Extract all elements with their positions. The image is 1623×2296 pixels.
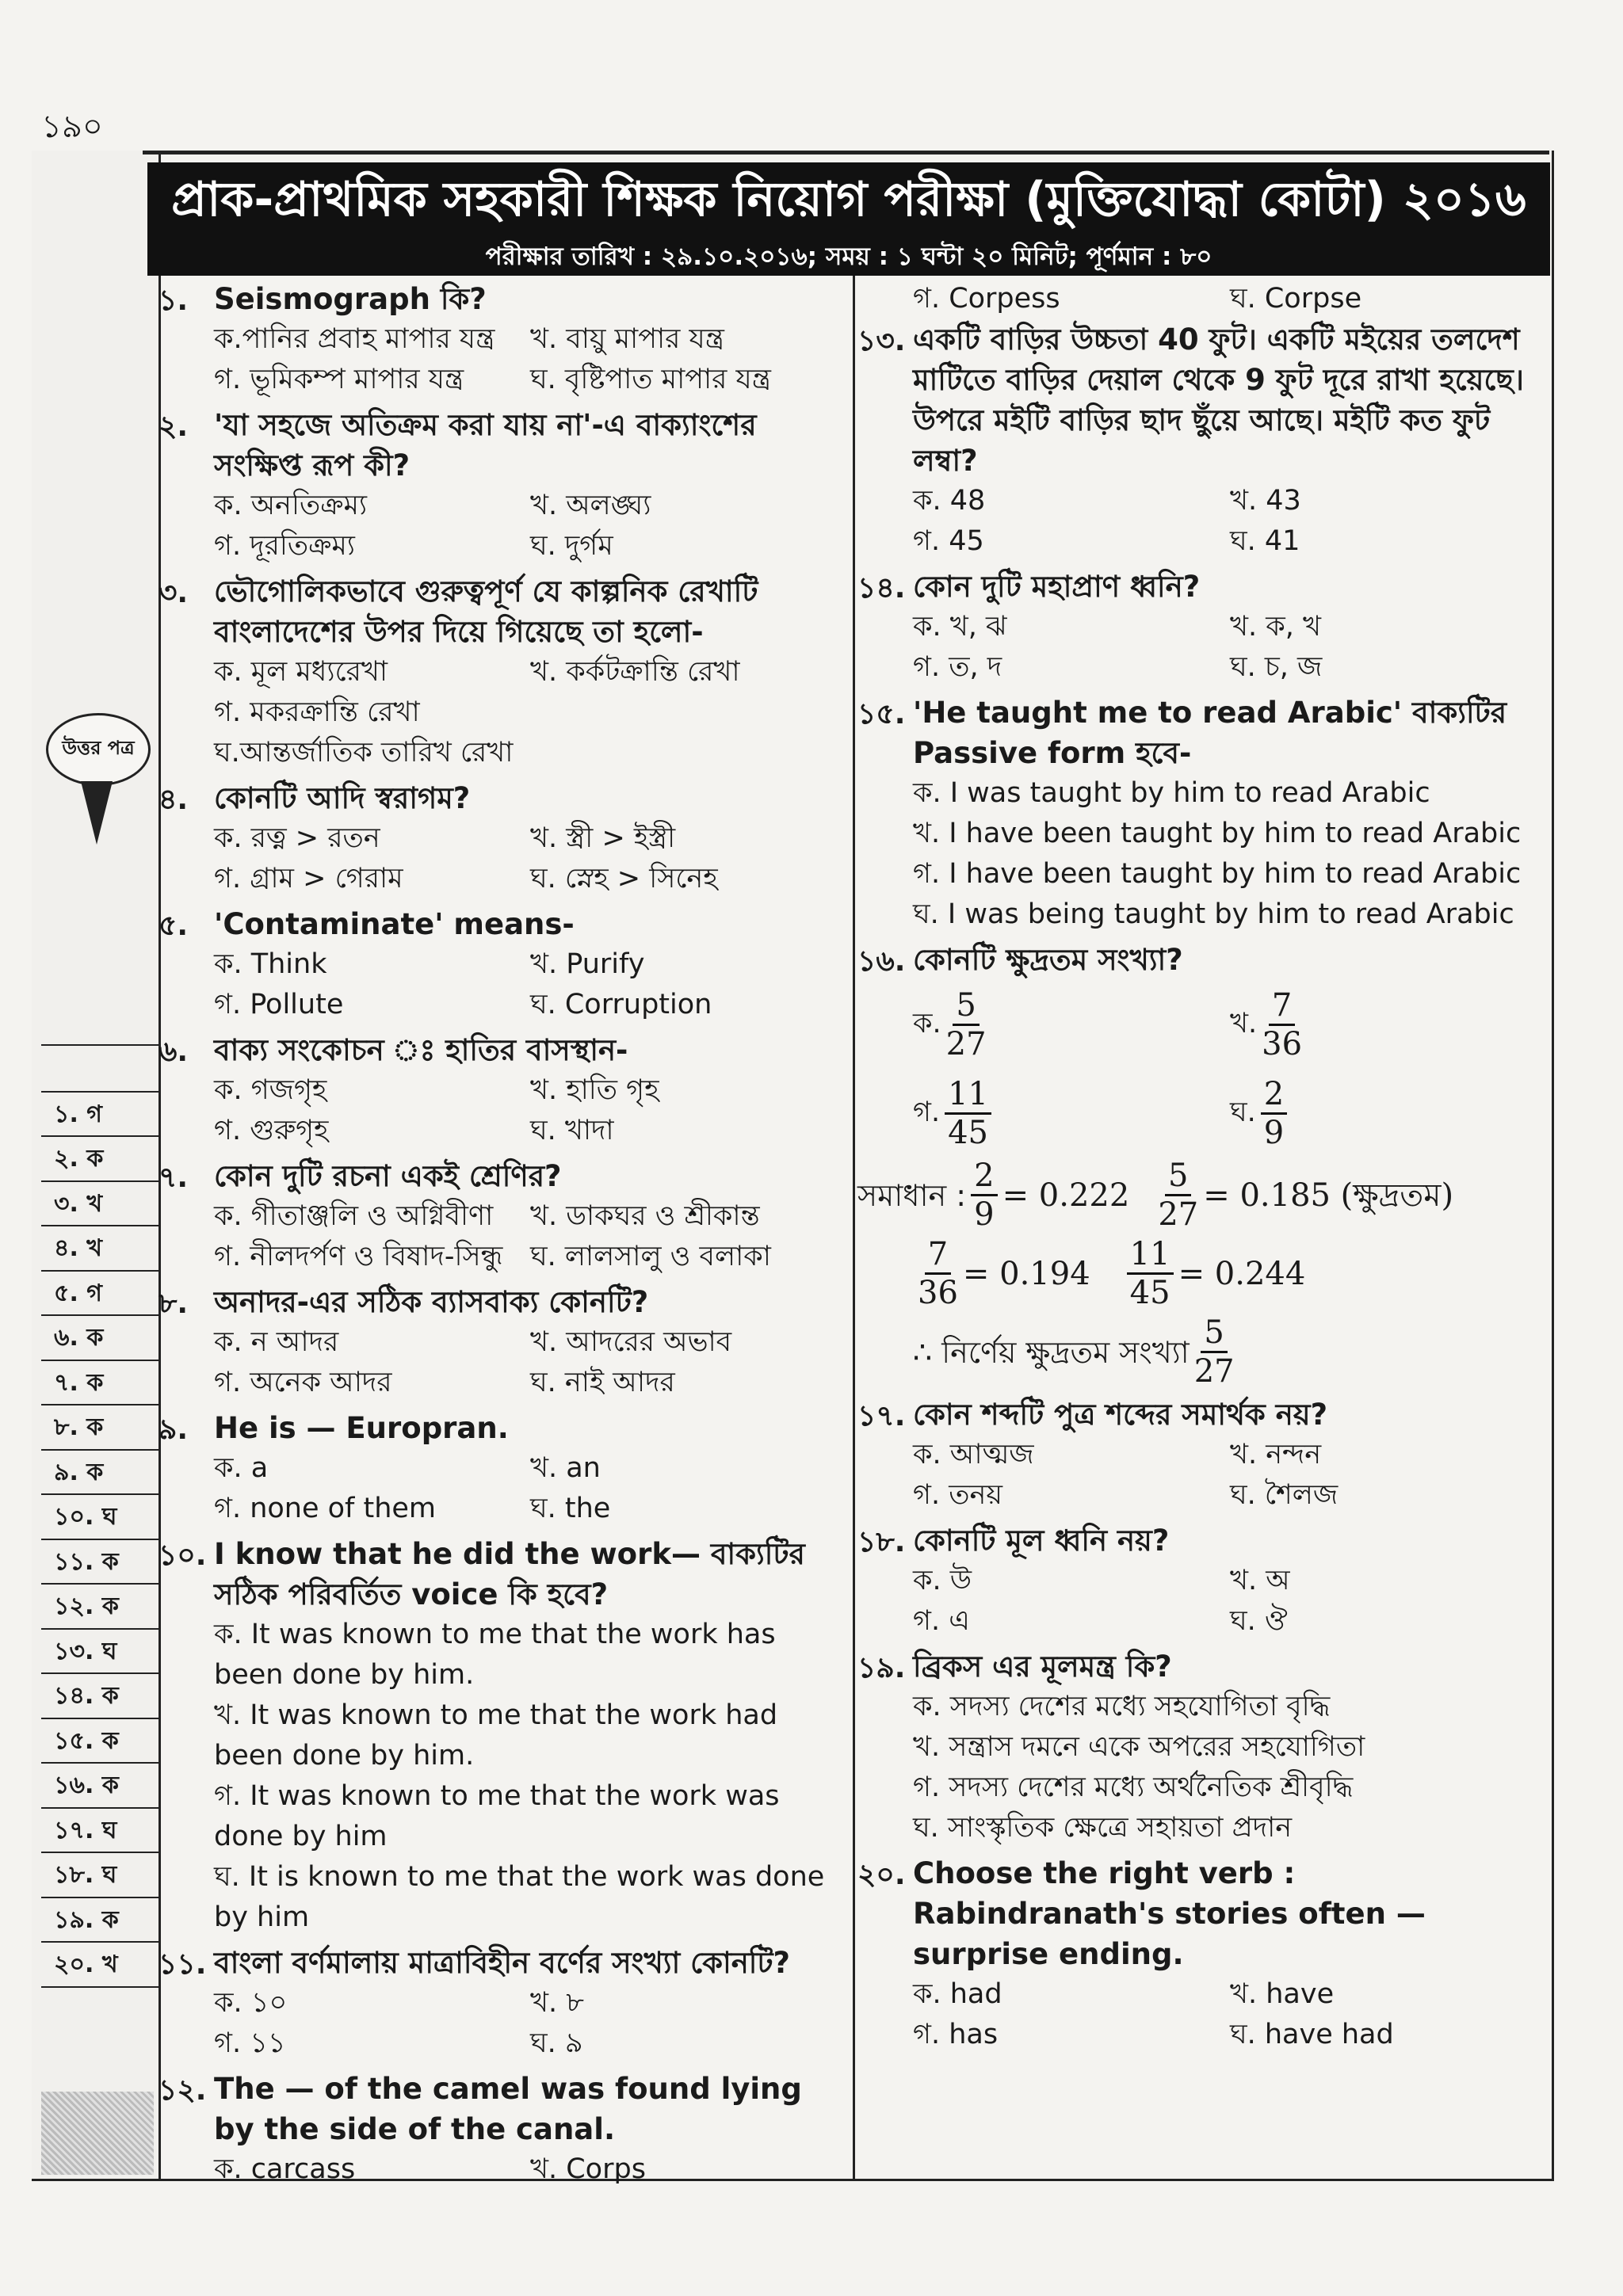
option: ঘ. শৈলজ xyxy=(1230,1479,1338,1511)
answer-key-row: ১৬. ক xyxy=(41,1762,158,1807)
question xyxy=(158,1030,846,1151)
option: ক. আত্মজ xyxy=(913,1439,1034,1470)
question-number: ৪. xyxy=(158,784,189,816)
question xyxy=(158,1408,846,1529)
answer-key-row: ২. ক xyxy=(41,1135,158,1180)
option: ক. Think xyxy=(214,948,327,980)
option: খ. ৮ xyxy=(530,1987,584,2019)
option: ক. সদস্য দেশের মধ্যে সহযোগিতা বৃদ্ধি xyxy=(913,1691,1331,1722)
option: ক. অনতিক্রম্য xyxy=(214,490,368,521)
option: ক. It was known to me that the work has been done by him. xyxy=(214,1619,776,1691)
option xyxy=(1230,1069,1547,1158)
exam-info: পরীক্ষার তারিখ : ২৯.১০.২০১৬; সময় : ১ ঘন্টা ২০ মিনিট; পূর্ণমান : ৮০ xyxy=(147,238,1550,276)
fraction xyxy=(1262,987,1302,1062)
answer-key-row: ২০. খ xyxy=(41,1941,158,1986)
option: খ. হাতি গৃহ xyxy=(530,1074,659,1106)
answer-key-row: ১৫. ক xyxy=(41,1718,158,1763)
fraction xyxy=(945,1076,991,1151)
denominator: 45 xyxy=(1129,1275,1170,1311)
option: ঘ. It is known to me that the work was done by him xyxy=(214,1861,825,1933)
question xyxy=(158,1534,846,1938)
option: ঘ. দুর্গম xyxy=(530,530,613,562)
options xyxy=(913,773,1547,935)
denominator: 9 xyxy=(974,1196,995,1233)
question-number: ১৭. xyxy=(857,1400,906,1432)
question xyxy=(158,279,846,400)
answer-key-row: ৪. খ xyxy=(41,1225,158,1270)
option: ঘ. 41 xyxy=(1230,525,1300,557)
options xyxy=(913,481,1547,562)
question-number: ১৩. xyxy=(857,325,906,357)
fraction xyxy=(1261,1076,1287,1151)
solution-value: = 0.194 xyxy=(962,1255,1090,1292)
answer-key-row: ১৯. ক xyxy=(41,1897,158,1942)
options xyxy=(913,1687,1547,1848)
denominator: 27 xyxy=(1158,1196,1199,1233)
numerator: 7 xyxy=(925,1236,951,1275)
option: ঘ. স্নেহ > সিনেহ xyxy=(530,863,718,894)
question xyxy=(158,1282,846,1403)
option: ক. গজগৃহ xyxy=(214,1074,327,1106)
question-text: The — of the camel was found lying by the side of the canal. xyxy=(214,2072,802,2146)
options xyxy=(214,1322,846,1403)
question-number: ১৬. xyxy=(857,945,906,978)
option: গ. নীলদর্পণ ও বিষাদ-সিন্ধু xyxy=(214,1241,503,1272)
options xyxy=(214,818,846,899)
question-text: বাংলা বর্ণমালায় মাত্রাবিহীন বর্ণের সংখ্যা কোনটি? xyxy=(214,1946,790,1980)
options xyxy=(214,1448,846,1529)
denominator: 45 xyxy=(948,1114,988,1151)
numerator: 2 xyxy=(1261,1076,1287,1115)
denominator: 27 xyxy=(945,1025,987,1062)
options xyxy=(913,1435,1547,1516)
fraction xyxy=(1158,1158,1198,1233)
option: গ. Corpess xyxy=(913,283,1060,315)
question xyxy=(857,1853,1547,2055)
fraction xyxy=(946,987,987,1062)
options xyxy=(214,486,846,566)
answer-key-blank xyxy=(41,1986,158,2033)
numerator: 5 xyxy=(1201,1314,1227,1353)
option: ক. গীতাঞ্জলি ও অগ্নিবীণা xyxy=(214,1200,494,1232)
options xyxy=(214,2149,846,2190)
question xyxy=(857,566,1547,688)
option: গ. গুরুগৃহ xyxy=(214,1115,329,1146)
option: ক. 48 xyxy=(913,485,986,517)
answer-key-row: ৩. খ xyxy=(41,1180,158,1226)
options xyxy=(913,607,1547,688)
question-number: ৭. xyxy=(158,1161,189,1194)
option: ঘ. খাদা xyxy=(530,1115,614,1146)
question xyxy=(857,692,1547,935)
callout-tail xyxy=(81,781,113,845)
options xyxy=(214,944,846,1025)
left-column xyxy=(158,279,846,2195)
question-number: ১৮. xyxy=(857,1526,906,1558)
option: খ. নন্দন xyxy=(1230,1439,1322,1470)
question-number: ১২. xyxy=(158,2074,207,2107)
option: ক. মূল মধ্যরেখা xyxy=(214,656,388,688)
option: খ. ডাকঘর ও শ্রীকান্ত xyxy=(530,1200,760,1232)
question-text: Seismograph কি? xyxy=(214,282,487,316)
option: গ. ত, দ xyxy=(913,651,1002,683)
option: ঘ. বৃষ্টিপাত মাপার যন্ত্র xyxy=(530,364,771,395)
options xyxy=(214,652,846,773)
answer-key-row: ১১. ক xyxy=(41,1539,158,1584)
option: ঘ. চ, জ xyxy=(1230,651,1323,683)
option: গ. I have been taught by him to read Arabic xyxy=(913,858,1522,890)
fraction xyxy=(1194,1314,1235,1390)
question-text: 'যা সহজে অতিক্রম করা যায় না'-এ বাক্যাংশের সংক্ষিপ্ত রূপ কী? xyxy=(214,408,757,482)
solution-row xyxy=(913,1236,1547,1311)
answer-key-row: ১৮. ঘ xyxy=(41,1852,158,1897)
numerator: 11 xyxy=(1127,1236,1174,1275)
option: খ. Purify xyxy=(530,948,645,980)
question-number: ২. xyxy=(158,410,189,443)
option: খ. Corps xyxy=(530,2153,646,2185)
option: ঘ. নাই আদর xyxy=(530,1367,675,1398)
option: খ. অলঙ্ঘ্য xyxy=(530,490,651,521)
question-text: He is — Europran. xyxy=(214,1411,509,1445)
solution-row xyxy=(857,1158,1547,1233)
question-text: কোন শব্দটি পুত্র শব্দের সমার্থক নয়? xyxy=(913,1398,1328,1432)
denominator: 36 xyxy=(918,1275,958,1311)
question xyxy=(158,1156,846,1277)
options xyxy=(913,1561,1547,1642)
answer-key-row: ১. গ xyxy=(41,1091,158,1136)
numerator: 2 xyxy=(971,1158,997,1196)
fraction xyxy=(971,1158,997,1233)
question xyxy=(857,1394,1547,1516)
option: ক. a xyxy=(214,1452,269,1484)
option-label: গ. xyxy=(913,1096,941,1128)
option xyxy=(1230,980,1547,1069)
question-number: ৬. xyxy=(158,1035,189,1068)
options xyxy=(913,279,1547,319)
question-text: I know that he did the work— বাক্যটির সঠিক পরিবর্তিত voice কি হবে? xyxy=(214,1537,805,1611)
option: ঘ. লালসালু ও বলাকা xyxy=(530,1241,771,1272)
solution-label: সমাধান : xyxy=(857,1177,967,1213)
question xyxy=(857,940,1547,1390)
answer-key-row: ১৩. ঘ xyxy=(41,1628,158,1673)
option: খ. আদরের অভাব xyxy=(530,1326,732,1358)
option: গ. ১১ xyxy=(214,2027,286,2059)
option xyxy=(913,980,1230,1069)
question-number: ১৫. xyxy=(857,698,906,730)
option: গ. It was known to me that the work was done by him xyxy=(214,1780,780,1852)
option: ঘ.আন্তর্জাতিক তারিখ রেখা xyxy=(214,737,514,769)
option: খ. I have been taught by him to read Arabic xyxy=(913,818,1522,849)
denominator: 9 xyxy=(1263,1114,1285,1151)
option: গ. none of them xyxy=(214,1493,437,1524)
option: খ. কর্কটক্রান্তি রেখা xyxy=(530,656,740,688)
page-number: ১৯০ xyxy=(41,109,103,145)
option: ঘ. I was being taught by him to read Arabic xyxy=(913,898,1514,930)
option: ক. রত্ন > রতন xyxy=(214,822,380,854)
answer-key-row: ১২. ক xyxy=(41,1583,158,1628)
decorative-texture xyxy=(41,2092,154,2175)
answer-key-blank xyxy=(41,1044,158,1091)
right-column xyxy=(857,279,1547,2060)
question-number: ১১. xyxy=(158,1948,207,1981)
option: ক. had xyxy=(913,1978,1002,2010)
option: খ. It was known to me that the work had been done by him. xyxy=(214,1699,778,1772)
option: গ. Pollute xyxy=(214,989,344,1020)
question-text: কোন দুটি মহাপ্রাণ ধ্বনি? xyxy=(913,570,1201,604)
option-label: ক. xyxy=(913,1007,941,1039)
options xyxy=(913,980,1547,1158)
option: গ. সদস্য দেশের মধ্যে অর্থনৈতিক শ্রীবৃদ্ধি xyxy=(913,1772,1354,1803)
answer-key-row: ১৪. ক xyxy=(41,1672,158,1718)
option: ক. carcass xyxy=(214,2153,356,2185)
options xyxy=(214,1196,846,1277)
option-label: ঘ. xyxy=(1230,1096,1256,1128)
options xyxy=(214,319,846,400)
option: ঘ. ঔ xyxy=(1230,1605,1288,1637)
options xyxy=(214,1070,846,1151)
option: খ. have xyxy=(1230,1978,1335,2010)
answer-key-row: ৮. ক xyxy=(41,1404,158,1449)
option: গ. গ্রাম > গেরাম xyxy=(214,863,403,894)
question-number: ৫. xyxy=(158,910,189,942)
fraction xyxy=(1127,1236,1174,1311)
answer-key-row: ৬. ক xyxy=(41,1314,158,1360)
question xyxy=(158,904,846,1025)
question-number: ৮. xyxy=(158,1287,189,1320)
option: খ. বায়ু মাপার যন্ত্র xyxy=(530,323,724,355)
option: ক.পানির প্রবাহ মাপার যন্ত্র xyxy=(214,323,495,355)
answer-key-row: ৭. ক xyxy=(41,1360,158,1405)
top-rule xyxy=(143,151,1549,154)
question-number: ১৯. xyxy=(857,1652,906,1684)
question-text: একটি বাড়ির উচ্চতা 40 ফুট। একটি মইয়ের তলদেশ মাটিতে বাড়ির দেয়াল থেকে 9 ফুট দূরে রাখা হয়েছে। উপরে মইটি বাড়ির ছাদ ছুঁয়ে আছে। মইটি কত ফুট লম্বা? xyxy=(913,322,1524,478)
question-text: অনাদর-এর সঠিক ব্যাসবাক্য কোনটি? xyxy=(214,1285,649,1319)
answer-key-row: ৯. ক xyxy=(41,1449,158,1494)
option: ক. ন আদর xyxy=(214,1326,339,1358)
solution-value: = 0.222 xyxy=(1002,1177,1130,1214)
question xyxy=(158,405,846,566)
solution-value: = 0.185 (ক্ষুদ্রতম) xyxy=(1203,1177,1454,1214)
option: খ. স্ত্রী > ইস্ত্রী xyxy=(530,822,676,854)
answer-key-row: ৫. গ xyxy=(41,1270,158,1315)
option: গ. has xyxy=(913,2019,999,2050)
option xyxy=(913,1069,1230,1158)
answer-key-table xyxy=(41,1044,158,2032)
option-label: খ. xyxy=(1230,1007,1258,1039)
option: গ. মকরক্রান্তি রেখা xyxy=(214,696,420,728)
question-text: 'Contaminate' means- xyxy=(214,907,575,941)
option: ক. ১০ xyxy=(214,1987,288,2019)
question xyxy=(158,571,846,773)
numerator: 7 xyxy=(1269,987,1295,1026)
numerator: 5 xyxy=(953,987,979,1026)
column-divider xyxy=(853,276,855,2179)
option: ক. খ, ঝ xyxy=(913,611,1007,643)
option: খ. সন্ত্রাস দমনে একে অপরের সহযোগিতা xyxy=(913,1731,1365,1763)
conclusion-text: ∴ নির্ণেয় ক্ষুদ্রতম সংখ্যা xyxy=(913,1334,1190,1370)
option: ঘ. Corpse xyxy=(1230,283,1362,315)
question xyxy=(158,1943,846,2064)
question-text: কোনটি মূল ধ্বনি নয়? xyxy=(913,1524,1170,1558)
question-number: ১৪. xyxy=(857,572,906,605)
option: ঘ. ৯ xyxy=(530,2027,583,2059)
question xyxy=(158,2069,846,2190)
answer-key-row: ১০. ঘ xyxy=(41,1493,158,1539)
option: গ. তনয় xyxy=(913,1479,1002,1511)
option: ঘ. the xyxy=(530,1493,611,1524)
option: ঘ. Corruption xyxy=(530,989,712,1020)
option: ক. I was taught by him to read Arabic xyxy=(913,777,1430,809)
question-text: কোনটি আদি স্বরাগম? xyxy=(214,781,471,815)
fraction xyxy=(918,1236,958,1311)
question-number: ৯. xyxy=(158,1413,189,1446)
option: গ. অনেক আদর xyxy=(214,1367,392,1398)
solution-value: = 0.244 xyxy=(1178,1255,1306,1292)
option: গ. ভূমিকম্প মাপার যন্ত্র xyxy=(214,364,464,395)
option: খ. অ xyxy=(1230,1565,1290,1596)
option: ঘ. have had xyxy=(1230,2019,1394,2050)
numerator: 5 xyxy=(1165,1158,1191,1196)
question xyxy=(158,778,846,899)
question-text: Choose the right verb : Rabindranath's stories often — surprise ending. xyxy=(913,1856,1426,1971)
option: খ. an xyxy=(530,1452,601,1484)
question-text: 'He taught me to read Arabic' বাক্যটির Passive form হবে- xyxy=(913,696,1507,770)
option: গ. দূরতিক্রম্য xyxy=(214,530,355,562)
option: গ. এ xyxy=(913,1605,970,1637)
option: ক. উ xyxy=(913,1565,972,1596)
option: খ. ক, খ xyxy=(1230,611,1321,643)
options xyxy=(214,1983,846,2064)
denominator: 36 xyxy=(1262,1025,1303,1062)
question-text: ভৌগোলিকভাবে গুরুত্বপূর্ণ যে কাল্পনিক রেখাটি বাংলাদেশের উপর দিয়ে গিয়েছে তা হলো- xyxy=(214,574,758,649)
option: গ. 45 xyxy=(913,525,984,557)
question-text: কোনটি ক্ষুদ্রতম সংখ্যা? xyxy=(913,943,1183,977)
conclusion-row xyxy=(913,1314,1547,1390)
question-number: ৩. xyxy=(158,577,189,609)
option: ঘ. সাংস্কৃতিক ক্ষেত্রে সহায়তা প্রদান xyxy=(913,1812,1293,1844)
option: খ. 43 xyxy=(1230,485,1301,517)
question-number: ২০. xyxy=(857,1859,906,1891)
question-text: বাক্য সংকোচন ঃ হাতির বাসস্থান- xyxy=(214,1033,628,1067)
answer-key-row: ১৭. ঘ xyxy=(41,1807,158,1852)
denominator: 27 xyxy=(1193,1353,1235,1390)
question-text: কোন দুটি রচনা একই শ্রেণির? xyxy=(214,1159,562,1193)
options xyxy=(913,1974,1547,2055)
numerator: 11 xyxy=(945,1076,991,1115)
question-number: ১০. xyxy=(158,1539,207,1572)
page-title: প্রাক-প্রাথমিক সহকারী শিক্ষক নিয়োগ পরীক্ষা (মুক্তিযোদ্ধা কোটা) ২০১৬ xyxy=(147,162,1550,238)
question xyxy=(857,1520,1547,1642)
question xyxy=(857,319,1547,562)
question-number: ১. xyxy=(158,284,189,317)
question-text: ব্রিকস এর মূলমন্ত্র কি? xyxy=(913,1650,1172,1684)
answer-sheet-callout: উত্তর পত্র xyxy=(46,713,151,786)
options xyxy=(214,1615,846,1938)
question xyxy=(857,1646,1547,1848)
